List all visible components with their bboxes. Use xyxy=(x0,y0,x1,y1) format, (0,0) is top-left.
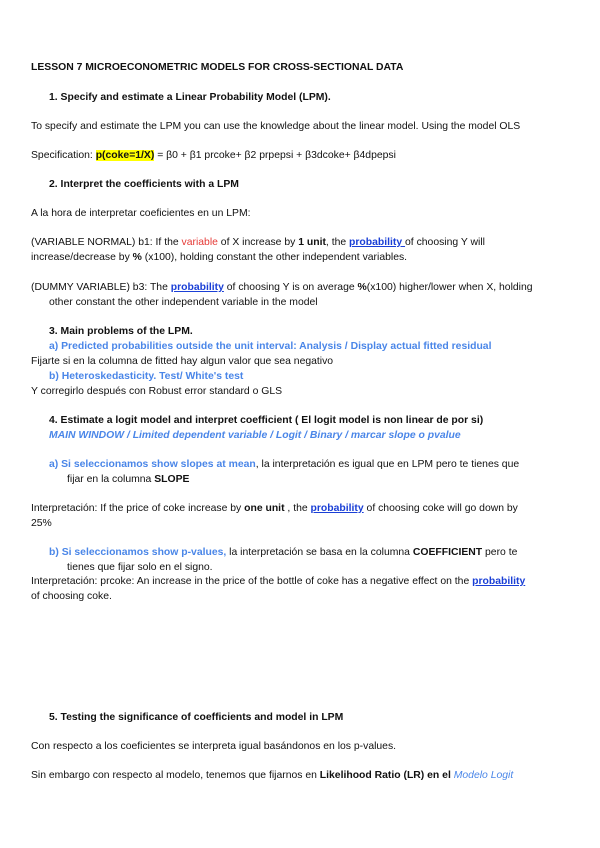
text: Interpretación: prcoke: An increase in the price of the bottle of coke has a negative effect on the xyxy=(31,576,473,587)
text: Sin embargo con respecto al modelo, tenemos que fijarnos en xyxy=(31,770,320,781)
text: of choosing Y is on average xyxy=(223,282,358,293)
text: (x100) higher/lower when X, holding xyxy=(366,282,533,293)
section-2-intro: A la hora de interpretar coeficientes en un LPM: xyxy=(31,208,251,219)
likelihood-ratio: Likelihood Ratio (LR) en el xyxy=(319,770,454,781)
section-4-heading: 4. Estimate a logit model and interpret coefficient ( El logit model is non linear de por si) xyxy=(49,415,484,426)
percent: % xyxy=(132,252,145,263)
text: Interpretación: If the price of coke increase by xyxy=(31,503,245,514)
logit-b-line-2: tienes que fijar solo en el signo. xyxy=(67,562,213,573)
section-2-heading: 2. Interpret the coefficients with a LPM xyxy=(49,179,239,190)
one-unit: one unit xyxy=(244,503,285,514)
probability-link-4[interactable]: probability xyxy=(472,576,526,587)
spec-label: Specification: xyxy=(31,150,96,161)
spec-equation: = β0 + β1 prcoke+ β2 prpepsi + β3dcoke+ β4dpepsi xyxy=(154,150,396,161)
probability-link-2[interactable]: probability xyxy=(170,282,224,293)
text: (VARIABLE NORMAL) b1: If the xyxy=(31,237,182,248)
slope-column: SLOPE xyxy=(154,474,190,485)
text: of choosing Y will xyxy=(405,237,485,248)
problem-b: b) Heteroskedasticity. Test/ White's test xyxy=(49,371,244,382)
text: increase/decrease by xyxy=(31,252,133,263)
interpretation-2-line-2: of choosing coke. xyxy=(31,591,112,602)
section-1-text: To specify and estimate the LPM you can use the knowledge about the linear model. Using the model OLS xyxy=(31,121,521,132)
text: of choosing coke will go down by xyxy=(363,503,518,514)
problem-a-text: Fijarte si en la columna de fitted hay algun valor que sea negativo xyxy=(31,356,334,367)
text: of X increase by xyxy=(217,237,299,248)
dummy-variable-line-1 xyxy=(31,281,533,294)
normal-variable-line-1 xyxy=(31,236,485,249)
coefficient-column: COEFFICIENT xyxy=(412,547,483,558)
section-5-text-2 xyxy=(31,769,513,782)
text: fijar en la columna xyxy=(67,474,155,485)
one-unit: 1 unit xyxy=(298,237,326,248)
text: la interpretación se basa en la columna xyxy=(226,547,413,558)
text: (DUMMY VARIABLE) b3: The xyxy=(31,282,171,293)
text: , the xyxy=(325,237,350,248)
interpretation-1-line-1 xyxy=(31,502,518,515)
logit-menu-path: MAIN WINDOW / Limited dependent variable / Logit / Binary / marcar slope o pvalue xyxy=(49,430,461,441)
text: , the xyxy=(284,503,311,514)
logit-b-line-1 xyxy=(49,546,517,559)
section-3-heading: 3. Main problems of the LPM. xyxy=(49,326,193,337)
problem-b-text: Y corregirlo después con Robust error standard o GLS xyxy=(31,386,283,397)
text: pero te xyxy=(482,547,518,558)
probability-link-1[interactable]: probability xyxy=(349,237,406,248)
interpretation-1-line-2: 25% xyxy=(31,518,52,529)
spec-highlight: p(coke=1/X) xyxy=(95,150,155,161)
percent: % xyxy=(357,282,367,293)
slopes-option: a) Si seleccionamos show slopes at mean xyxy=(49,459,256,470)
dummy-variable-line-2: other constant the other independent variable in the model xyxy=(49,297,318,308)
specification-line xyxy=(31,149,396,162)
normal-variable-line-2 xyxy=(31,251,407,264)
section-5-heading: 5. Testing the significance of coefficients and model in LPM xyxy=(49,712,344,723)
problem-a: a) Predicted probabilities outside the unit interval: Analysis / Display actual fitted residual xyxy=(49,341,492,352)
section-5-text-1: Con respecto a los coeficientes se interpreta igual basándonos en los p-values. xyxy=(31,741,397,752)
document-title: LESSON 7 MICROECONOMETRIC MODELS FOR CROSS-SECTIONAL DATA xyxy=(31,62,404,73)
logit-a-line-2 xyxy=(67,473,189,486)
modelo-logit: Modelo Logit xyxy=(453,770,514,781)
text: , la interpretación es igual que en LPM pero te tienes que xyxy=(255,459,520,470)
interpretation-2-line-1 xyxy=(31,575,525,588)
section-1-heading: 1. Specify and estimate a Linear Probability Model (LPM). xyxy=(49,92,331,103)
probability-link-3[interactable]: probability xyxy=(310,503,364,514)
pvalues-option: b) Si seleccionamos show p-values, xyxy=(49,547,227,558)
variable-word: variable xyxy=(181,237,218,248)
text: (x100), holding constant the other independent variables. xyxy=(144,252,408,263)
logit-a-line-1 xyxy=(49,458,519,471)
